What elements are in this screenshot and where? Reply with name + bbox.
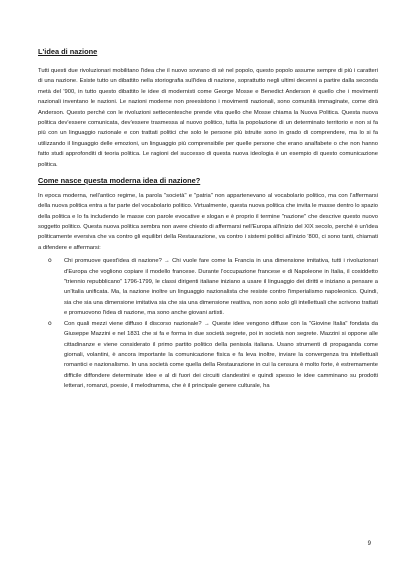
paragraph-come-nasce: In epoca moderna, nell'antico regime, la parola "società" e "patria" non appartenevano al vocabolario politico, ma con l'affermarsi della nuova politica entra a far parte del vocabolario politico. Virtualmente, questa nuova politica che invita le masse dentro lo spazio della politica e lo fa includendo le masse con parole evocative e slogan e è proprio il termine "nazione" che descrive questo nuovo soggetto politico. Questa nuova politica sembra non avere chiesto di affermarsi nell'Europa all'inizio del XIX secolo, perché è un'idea politicamente eversiva che va contro gli equilibri della Restaurazione, va contro i sistemi politici all'inizio '800, ci sono tanti, chiamati a difendere e affermarsi: [38,192,378,251]
document-page [38,48,378,392]
bullet-text: Con quali mezzi viene diffuso il discorso nazionale? → Queste idee vengono diffuse con la "Giovine Italia" fondata da Giuseppe Mazzini e nel 1831 che si fa e forma in due società segrete, poi in società non segrete. Mazzini si oppone alle cittadinanze e viene considerato il primo partito politico della penisola italiana. Usano strumenti di propaganda come giornali, volantini, è ancora importante la comunicazione fisica e fa leva inoltre, inviare la convergenza tra intellettuali romantici e nazionalismo. In una società come quella della Restaurazione in cui la censura è molto forte, è estremamente difficile diffondere determinate idee e al di fuori dei circuiti clandestini e quindi spesso le idee camminano su prodotti letterari, romanzi, poesie, il melodramma, che è il principale genere culturale, ha [64,320,378,390]
bullet-list [38,256,378,391]
bullet-item-mezzi [38,319,378,392]
section-title-idea-nazione: L'idea di nazione [38,47,98,56]
circle-bullet-icon: o [48,257,52,265]
paragraph-idea-nazione: Tutti questi due rivoluzionari mobilitano l'idea che il nuovo sovrano di sé nel popolo, questo popolo assume sempre di più i caratteri di una nazione. Esiste tutto un dibattito nella storiografia sull'idea di nazione, soprattutto negli ultimi decenni a partire dalla seconda metà del '900, in tutto questo dibattito le idee di modernisti come George Mosse e Benedict Anderson è quello che i movimenti nazionali inventano le nazioni. Le nazioni moderne non preesistono i movimenti nazionali, sono comunità immaginate, come dirà Anderson. Questo perché con le rivoluzioni settecentesche prende vita quello che Mosse chiama la Nuova Politica. Questa nuova politica dev'essere comunicata, dev'essere trasmessa al nuovo politico, tutta la popolazione di un determinato territorio e non si fa più con un linguaggio razionale e con trattati politici che solo le persone più istruite sono in grado di comprendere, ma lo si fa utilizzando il linguaggio delle emozioni, un linguaggio più comprensibile per quelle persone che erano analfabete o che non hanno fatto studi approfonditi di teoria politica. Le ragioni del successo di questa nuova ideologia è un esempio di questo comunicazione politica. [38,67,378,168]
section-title-come-nasce: Come nasce questa moderna idea di nazione? [38,175,201,185]
circle-bullet-icon: o [48,319,52,327]
bullet-item-promotori [38,256,378,318]
bullet-text: Chi promuove quest'idea di nazione? → Chi vuole fare come la Francia in una dimensione imitativa, tutti i rivoluzionari d'Europa che vogliono copiare il modello francese. Durante l'occupazione francese e di Napoleone in Italia, il cosiddetto "triennio repubblicano" 1796-1799, le classi dirigenti italiane iniziano a usare il linguaggio dei diritti e iniziano a pensare a un'Italia unificata. Ma, la nazione inoltre un linguaggio nazionalista che resiste contro l'imperialismo napoleonico. Quindi, sia che sia una dimensione imitativa sia che sia una dimensione reattiva, non sono solo gli intellettuali che scrivono trattati e promuovono l'idea di nazione, ma sono anche giovani artisti. [64,258,378,317]
page-number: 9 [367,541,371,547]
